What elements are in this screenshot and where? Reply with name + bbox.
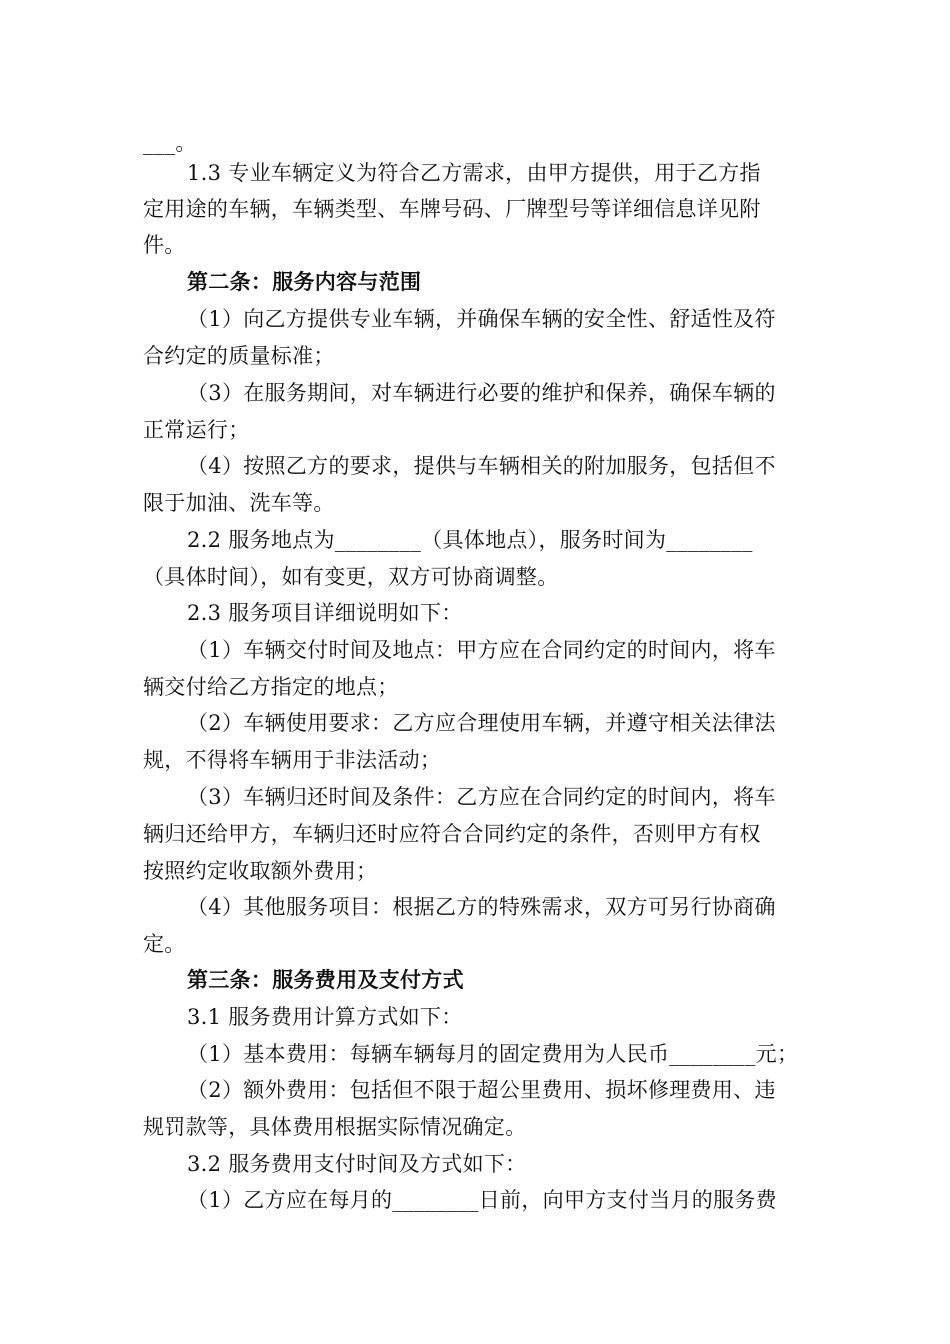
text-line: 正常运行； [143, 418, 250, 442]
text-line: （4）其他服务项目：根据乙方的特殊需求，双方可另行协商确 [187, 895, 776, 919]
clause-3-2: 3.2 服务费用支付时间及方式如下： [187, 1152, 527, 1176]
clause-2-3: 2.3 服务项目详细说明如下： [187, 601, 463, 625]
clause-3-1: 3.1 服务费用计算方式如下： [187, 1005, 463, 1029]
text-line: （2）车辆使用要求：乙方应合理使用车辆，并遵守相关法律法 [187, 711, 776, 735]
text-line: （1）向乙方提供专业车辆，并确保车辆的安全性、舒适性及符 [187, 307, 776, 331]
text-line: 合约定的质量标准； [143, 344, 335, 368]
text-line: 规罚款等，具体费用根据实际情况确定。 [143, 1115, 527, 1139]
text-line: 限于加油、洗车等。 [143, 491, 335, 515]
text-line: （1）乙方应在每月的________日前，向甲方支付当月的服务费 [187, 1188, 777, 1212]
text-line: （1）车辆交付时间及地点：甲方应在合同约定的时间内，将车 [187, 638, 776, 662]
text-line: （4）按照乙方的要求，提供与车辆相关的附加服务，包括但不 [187, 454, 776, 478]
text-line: 辆归还给甲方，车辆归还时应符合合同约定的条件，否则甲方有权 [143, 822, 761, 846]
clause-1-3: 1.3 专业车辆定义为符合乙方需求，由甲方提供，用于乙方指 [187, 161, 761, 185]
text-line: 件。 [143, 233, 186, 257]
text-line: （具体时间），如有变更，双方可协商调整。 [143, 565, 559, 589]
section-heading-article-2: 第二条：服务内容与范围 [187, 270, 422, 294]
text-line: 按照约定收取额外费用； [143, 859, 378, 883]
text-line: （1）基本费用：每辆车辆每月的固定费用为人民币________元； [187, 1042, 799, 1066]
text-line: （2）额外费用：包括但不限于超公里费用、损坏修理费用、违 [187, 1078, 776, 1102]
text-line: （3）车辆归还时间及条件：乙方应在合同约定的时间内，将车 [187, 785, 776, 809]
section-heading-article-3: 第三条：服务费用及支付方式 [187, 968, 464, 992]
text-line: 定。 [143, 932, 186, 956]
text-line: 定用途的车辆，车辆类型、车牌号码、厂牌型号等详细信息详见附 [143, 197, 761, 221]
text-line: ___。 [143, 131, 197, 155]
clause-2-2: 2.2 服务地点为________（具体地点），服务时间为________ [187, 528, 753, 552]
text-line: 规，不得将车辆用于非法活动； [143, 748, 442, 772]
text-line: （3）在服务期间，对车辆进行必要的维护和保养，确保车辆的 [187, 381, 776, 405]
text-line: 辆交付给乙方指定的地点； [143, 675, 399, 699]
